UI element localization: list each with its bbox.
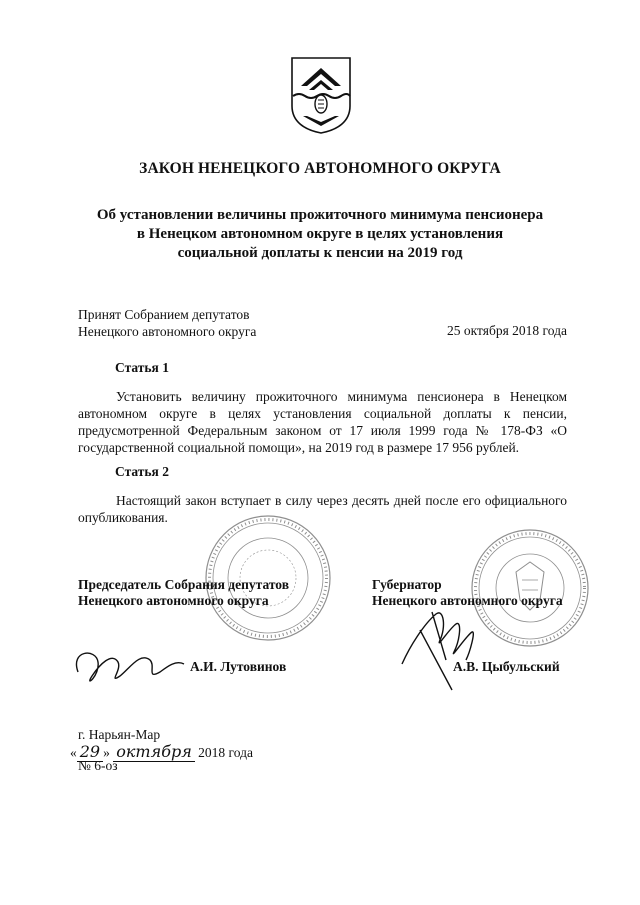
date-open-quote: « — [70, 745, 77, 760]
chairman-handwritten-signature — [76, 653, 184, 681]
signing-place: г. Нарьян-Мар — [78, 727, 161, 742]
article-2-title: Статья 2 — [115, 464, 169, 479]
governor-handwritten-signature — [402, 612, 473, 690]
document-subtitle — [60, 206, 580, 263]
governor-title-line: Губернатор — [372, 577, 442, 592]
adopted-by-line: Ненецкого автономного округа — [78, 324, 257, 339]
date-year: 2018 года — [198, 745, 253, 760]
governor-name: А.В. Цыбульский — [453, 659, 560, 674]
adopted-date: 25 октября 2018 года — [447, 323, 567, 338]
date-month-handwritten: октября — [113, 742, 195, 762]
chairman-title-line: Ненецкого автономного округа — [78, 593, 269, 608]
subtitle-line: Об установлении величины прожиточного минимума пенсионера — [96, 207, 544, 223]
date-day-handwritten: 29 — [77, 742, 103, 762]
document-title: ЗАКОН НЕНЕЦКОГО АВТОНОМНОГО ОКРУГА — [139, 160, 501, 177]
governor-title — [372, 577, 563, 609]
article-2-text: Настоящий закон вступает в силу через десять дней после его официального опубликования. — [78, 493, 567, 525]
adopted-by-block — [78, 306, 256, 340]
governor-title-line: Ненецкого автономного округа — [372, 593, 563, 608]
chairman-title — [78, 577, 289, 609]
coat-of-arms-emblem — [289, 56, 353, 134]
chairman-title-line: Председатель Собрания депутатов — [78, 577, 290, 592]
chairman-name: А.И. Лутовинов — [190, 659, 287, 674]
subtitle-line: социальной доплаты к пенсии на 2019 год — [177, 245, 463, 261]
date-close-quote: » — [103, 745, 110, 760]
article-1-text: Установить величину прожиточного минимума пенсионера в Ненецком автономном округе в целях установления социальной доплаты к пенсии, предусмотренной Федеральным законом от 17 июля 1999 года № 178-ФЗ «О государственной социальной помощи», на 2019 год в размере 17 956 рублей. — [78, 389, 567, 455]
adopted-by-line: Принят Собранием депутатов — [78, 307, 250, 322]
law-number: № 6-оз — [78, 758, 118, 773]
subtitle-line: в Ненецком автономном округе в целях установления — [136, 226, 504, 242]
article-1-title: Статья 1 — [115, 360, 169, 375]
